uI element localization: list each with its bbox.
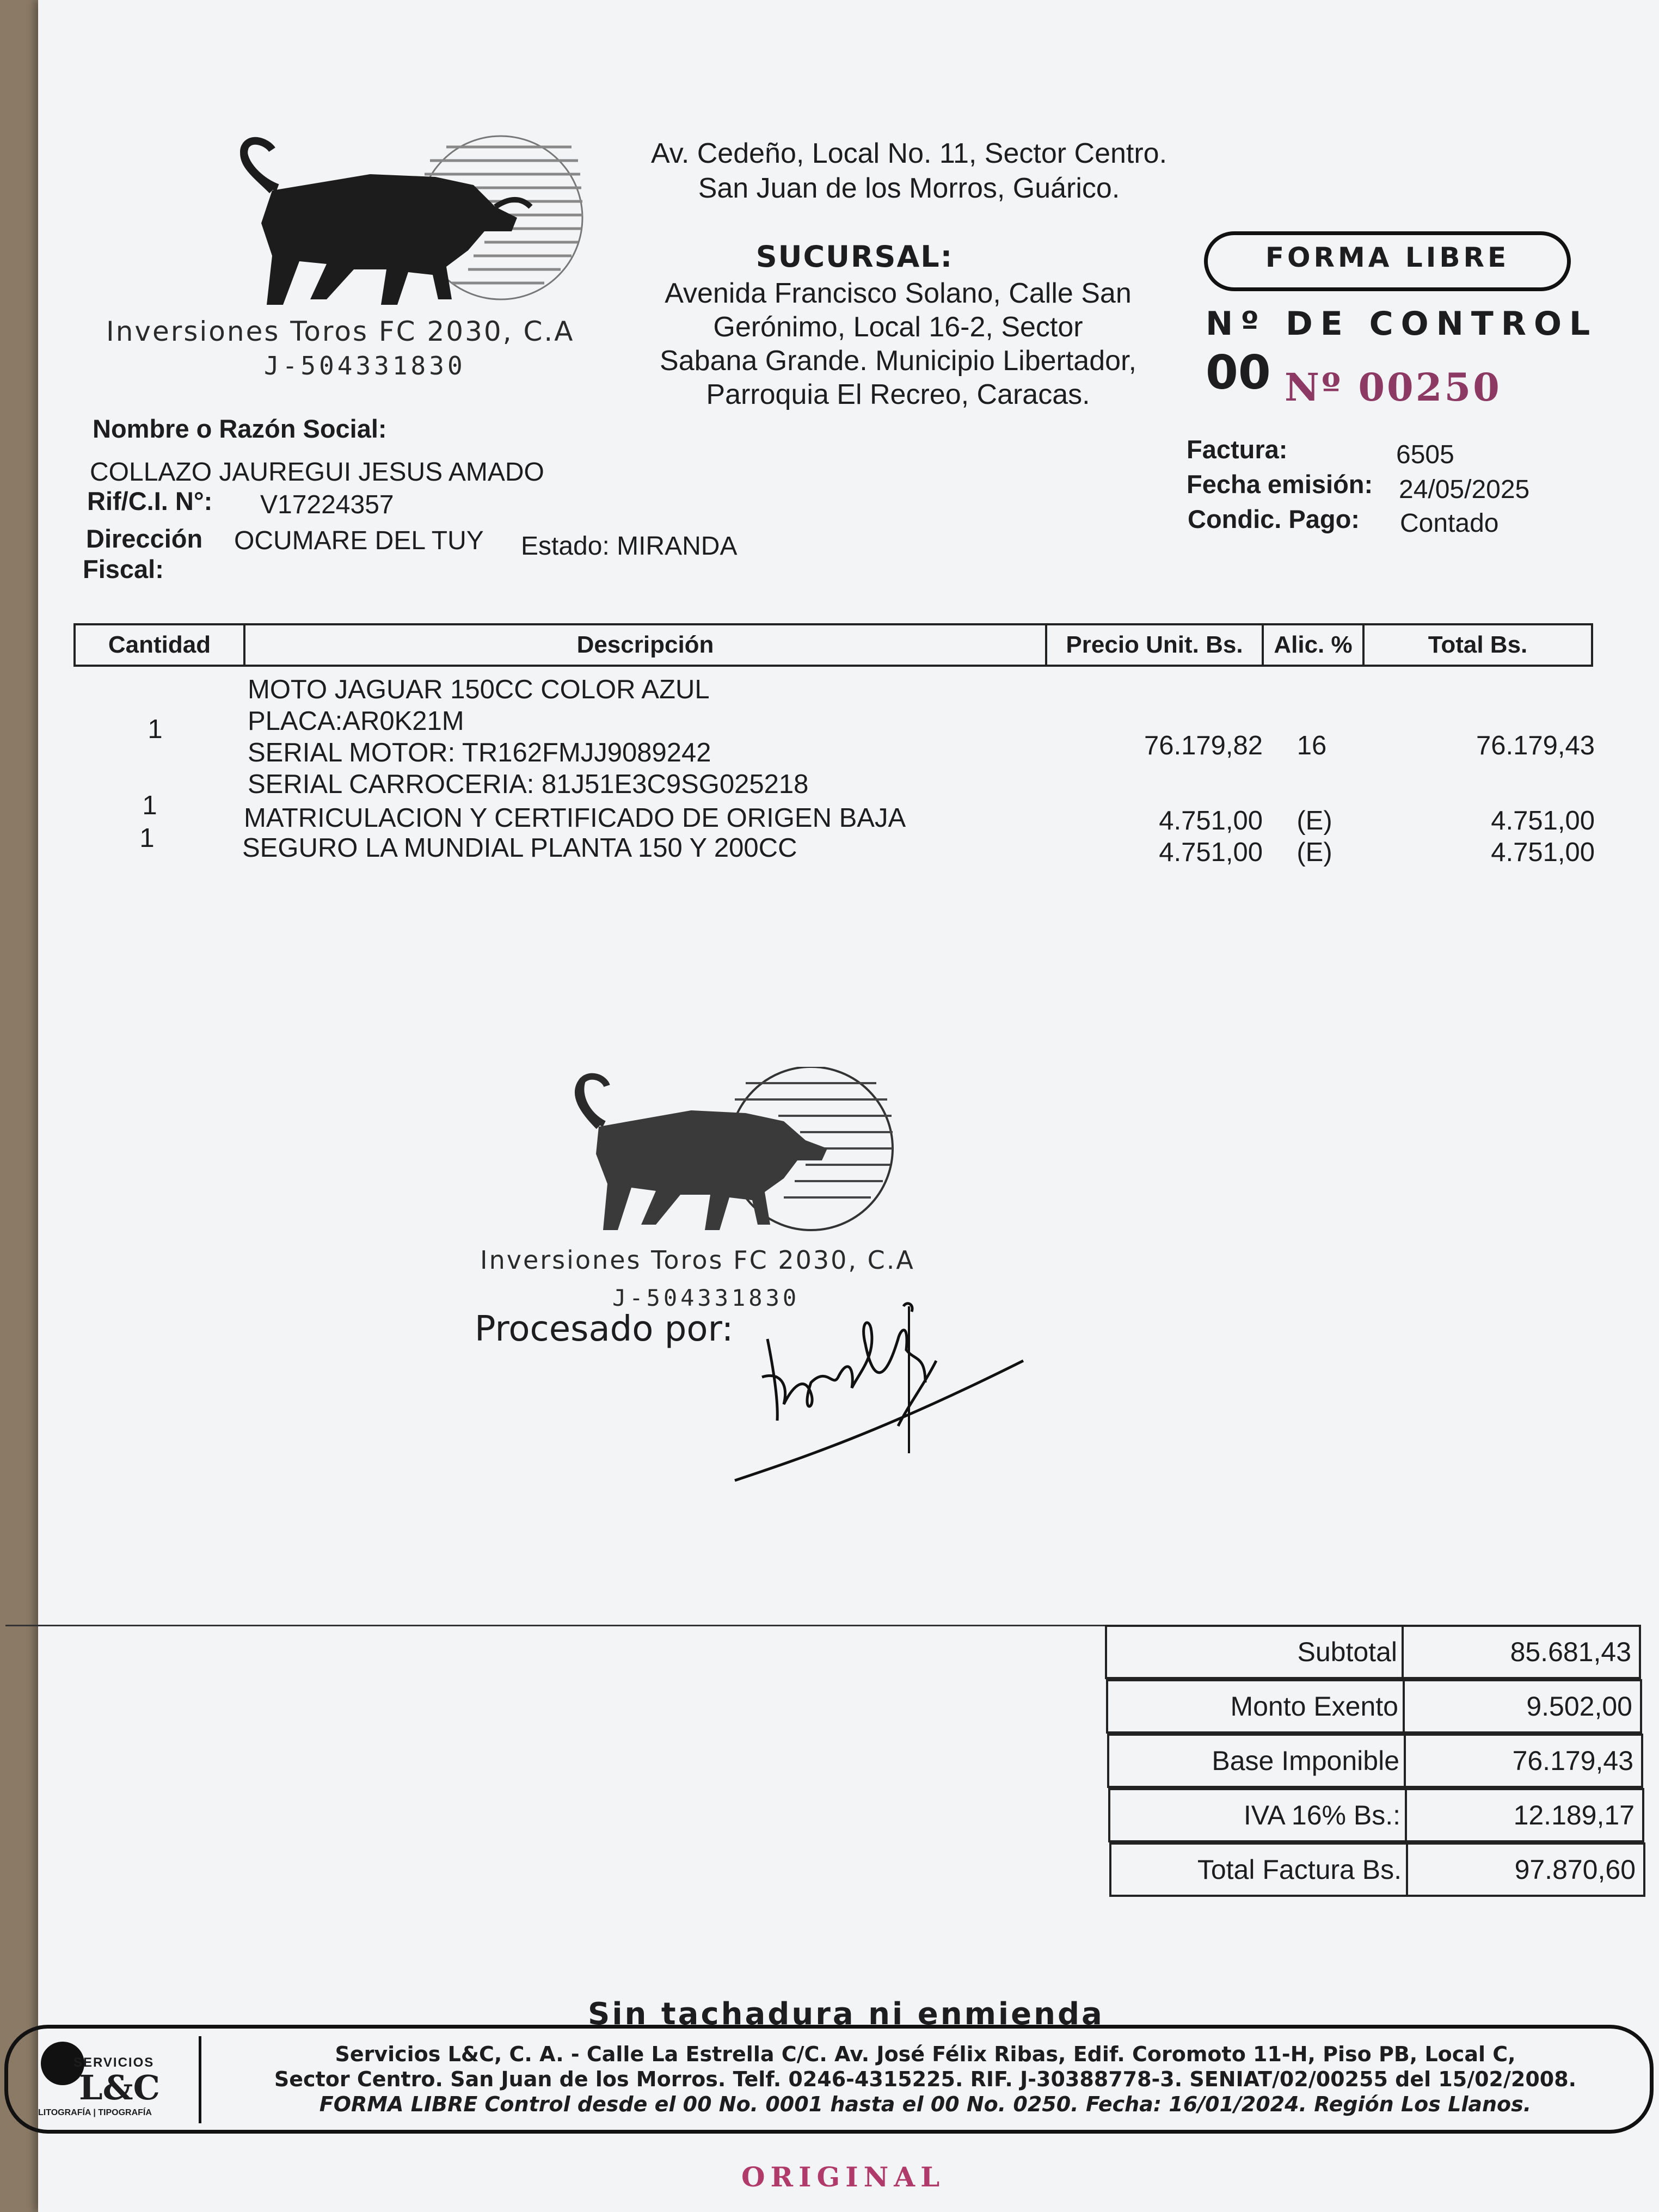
col-alic: Alic. % <box>1264 625 1365 665</box>
factura-label: Factura: <box>1187 435 1288 464</box>
fecha-label: Fecha emisión: <box>1187 470 1373 499</box>
item-price: 4.751,00 <box>1159 838 1263 867</box>
no-erasure-notice: Sin tachadura ni enmienda <box>588 1996 1104 2032</box>
company-name: Inversiones Toros FC 2030, C.A <box>106 316 575 347</box>
branch-line: Avenida Francisco Solano, Calle San <box>665 278 1132 309</box>
col-descripcion: Descripción <box>245 625 1047 665</box>
item-total: 76.179,43 <box>1476 731 1595 760</box>
fecha-value: 24/05/2025 <box>1399 475 1530 504</box>
printer-logo-sub: LITOGRAFÍA | TIPOGRAFÍA <box>38 2108 152 2117</box>
stamp-company-name: Inversiones Toros FC 2030, C.A <box>480 1245 915 1275</box>
signature <box>718 1274 1045 1491</box>
signature-icon <box>718 1274 1045 1491</box>
item-qty: 1 <box>148 715 163 744</box>
condic-value: Contado <box>1400 509 1499 538</box>
footer-line-1: Servicios L&C, C. A. - Calle La Estrella C/C. Av. José Félix Ribas, Edif. Coromoto 11-H, Piso PB, Local C, <box>335 2042 1516 2066</box>
branch-line: Gerónimo, Local 16-2, Sector <box>713 311 1083 343</box>
branch-address <box>653 276 1143 411</box>
printer-footer <box>4 2025 1654 2134</box>
item-description: SEGURO LA MUNDIAL PLANTA 150 Y 200CC <box>242 833 797 863</box>
totals-row <box>1108 1788 1644 1842</box>
totals-separator <box>5 1625 1121 1626</box>
condic-label: Condic. Pago: <box>1188 505 1360 533</box>
item-description <box>248 674 808 800</box>
client-rif: V17224357 <box>260 490 394 519</box>
bull-stamp-icon <box>550 1067 931 1246</box>
item-desc-line: SERIAL CARROCERIA: 81J51E3C9SG025218 <box>248 770 809 799</box>
col-total: Total Bs. <box>1428 631 1528 658</box>
control-label: Nº DE CONTROL <box>1206 305 1598 343</box>
printer-logo-text: L&C <box>79 2068 160 2107</box>
totals-value: 85.681,43 <box>1510 1637 1631 1667</box>
totals-label: IVA 16% Bs.: <box>1110 1790 1407 1840</box>
client-address-label-2: Fiscal: <box>83 555 164 583</box>
processed-by-label: Procesado por: <box>475 1309 734 1349</box>
totals-value: 97.870,60 <box>1514 1854 1636 1885</box>
company-logo <box>191 125 626 321</box>
main-address <box>626 136 1192 206</box>
totals-label: Total Factura Bs. <box>1111 1845 1408 1895</box>
printer-logo <box>19 2036 201 2123</box>
original-stamp: ORIGINAL <box>741 2161 945 2193</box>
totals-row <box>1107 1734 1643 1788</box>
totals-value: 76.179,43 <box>1512 1746 1633 1776</box>
client-name: COLLAZO JAUREGUI JESUS AMADO <box>90 458 544 487</box>
item-description: MATRICULACION Y CERTIFICADO DE ORIGEN BAJA <box>244 803 906 833</box>
company-rif: J-504331830 <box>264 351 466 380</box>
item-total: 4.751,00 <box>1491 806 1595 835</box>
totals-label: Subtotal <box>1107 1627 1404 1677</box>
footer-line-3: FORMA LIBRE Control desde el 00 No. 0001 hasta el 00 No. 0250. Fecha: 16/01/2024. Región Los Llanos. <box>319 2092 1532 2116</box>
totals-row <box>1106 1679 1642 1734</box>
item-alic: 16 <box>1297 731 1327 760</box>
client-state: Estado: MIRANDA <box>521 532 738 561</box>
item-qty: 1 <box>139 824 155 853</box>
printer-logo-top: SERVICIOS <box>73 2055 155 2070</box>
col-precio: Precio Unit. Bs. <box>1047 625 1264 665</box>
totals-value: 12.189,17 <box>1513 1800 1635 1830</box>
totals-row <box>1105 1625 1641 1679</box>
item-total: 4.751,00 <box>1491 838 1595 867</box>
address-line-1: Av. Cedeño, Local No. 11, Sector Centro. <box>650 138 1168 169</box>
item-price: 4.751,00 <box>1159 806 1263 835</box>
item-desc-line: MOTO JAGUAR 150CC COLOR AZUL <box>248 675 710 704</box>
bull-logo-icon <box>191 125 626 321</box>
control-number-stamp: Nº 00250 <box>1285 365 1502 410</box>
item-alic: (E) <box>1297 838 1332 867</box>
client-address: OCUMARE DEL TUY <box>234 526 484 555</box>
client-rif-label: Rif/C.I. N°: <box>87 487 213 515</box>
totals-label: Base Imponible <box>1109 1736 1406 1786</box>
forma-libre-badge: FORMA LIBRE <box>1204 231 1571 291</box>
branch-line: Parroquia El Recreo, Caracas. <box>706 379 1090 410</box>
address-line-2: San Juan de los Morros, Guárico. <box>698 173 1120 204</box>
item-alic: (E) <box>1297 806 1332 835</box>
control-prefix: 00 <box>1206 346 1271 400</box>
items-table-header <box>73 623 1593 667</box>
company-stamp <box>550 1067 931 1246</box>
branch-title: SUCURSAL: <box>755 239 954 274</box>
factura-number: 6505 <box>1396 440 1454 469</box>
item-desc-line: SERIAL MOTOR: TR162FMJJ9089242 <box>248 738 711 767</box>
client-address-label-1: Dirección <box>86 524 203 553</box>
invoice-paper <box>38 0 1659 2212</box>
totals-label: Monto Exento <box>1108 1681 1405 1731</box>
stamp-company-rif: J-504331830 <box>612 1285 800 1311</box>
item-qty: 1 <box>142 791 157 820</box>
totals-value: 9.502,00 <box>1526 1691 1632 1722</box>
item-price: 76.179,82 <box>1144 731 1263 760</box>
item-desc-line: PLACA:AR0K21M <box>248 706 464 736</box>
footer-line-2: Sector Centro. San Juan de los Morros. Telf. 0246-4315225. RIF. J-30388778-3. SENIAT/02/00255 del 15/02/2008. <box>274 2067 1577 2091</box>
client-name-label: Nombre o Razón Social: <box>93 414 387 443</box>
branch-line: Sabana Grande. Municipio Libertador, <box>660 345 1136 377</box>
totals-row <box>1109 1842 1645 1897</box>
col-cantidad: Cantidad <box>76 625 245 665</box>
